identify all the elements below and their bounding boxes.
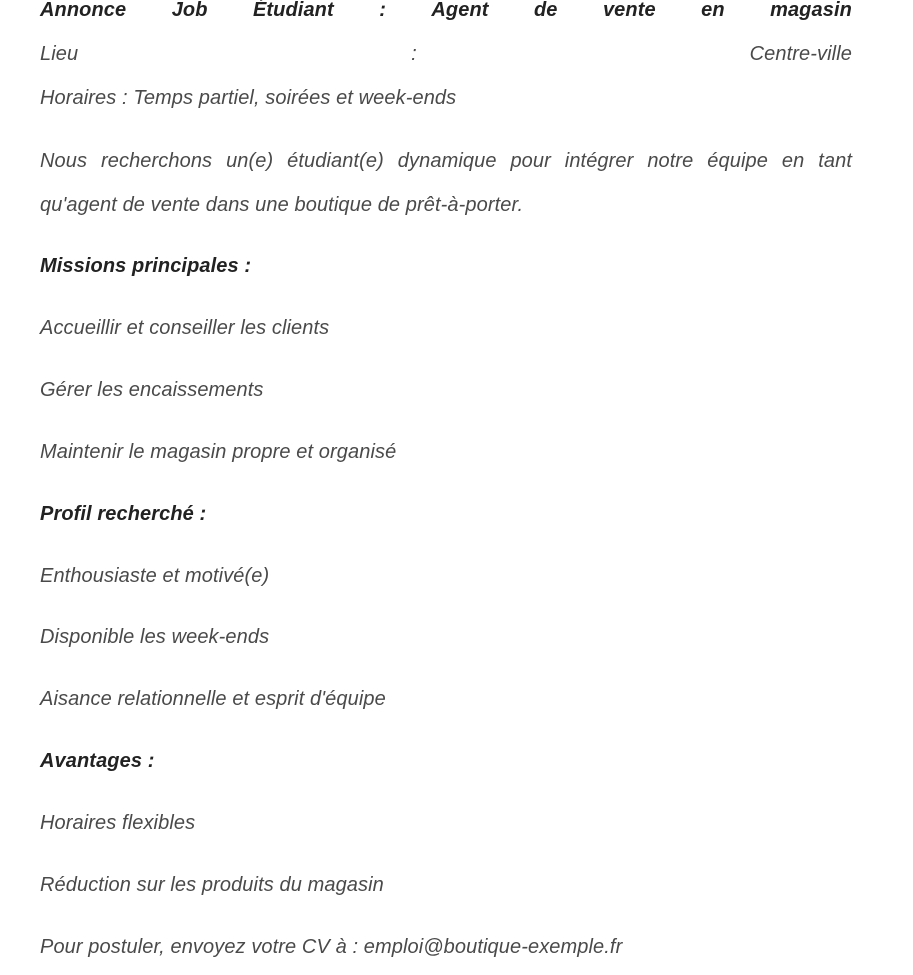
list-item: Réduction sur les produits du magasin xyxy=(40,874,384,896)
location-value: Centre-ville xyxy=(749,43,852,65)
apply-line: Pour postuler, envoyez votre CV à : emploi@boutique-exemple.fr xyxy=(40,936,623,958)
title-word: Job xyxy=(171,0,208,21)
section-heading-profile: Profil recherché : xyxy=(40,503,207,525)
title-word: Étudiant xyxy=(252,0,334,21)
location-line xyxy=(40,43,852,66)
title-word: en xyxy=(701,0,725,21)
title-word: : xyxy=(379,0,386,21)
list-item: Accueillir et conseiller les clients xyxy=(40,317,330,339)
list-item: Horaires flexibles xyxy=(40,812,196,834)
list-item: Disponible les week-ends xyxy=(40,626,270,648)
list-item: Enthousiaste et motivé(e) xyxy=(40,565,270,587)
location-separator: : xyxy=(411,43,417,65)
title-word: Annonce xyxy=(40,0,127,21)
title-word: Agent xyxy=(431,0,489,21)
title-word: magasin xyxy=(770,0,852,21)
title-word: vente xyxy=(602,0,656,21)
title-word: de xyxy=(533,0,558,21)
location-label: Lieu xyxy=(40,43,79,65)
section-heading-benefits: Avantages : xyxy=(40,750,155,772)
list-item: Maintenir le magasin propre et organisé xyxy=(40,441,397,463)
intro-paragraph: Nous recherchons un(e) étudiant(e) dynamique pour intégrer notre équipe en tant qu'agent de vente dans une boutique de prêt-à-porter. xyxy=(40,150,852,216)
document-title xyxy=(40,0,852,22)
list-item: Gérer les encaissements xyxy=(40,379,264,401)
section-heading-missions: Missions principales : xyxy=(40,255,252,277)
hours-line: Horaires : Temps partiel, soirées et week-ends xyxy=(40,87,457,109)
list-item: Aisance relationnelle et esprit d'équipe xyxy=(40,688,386,710)
